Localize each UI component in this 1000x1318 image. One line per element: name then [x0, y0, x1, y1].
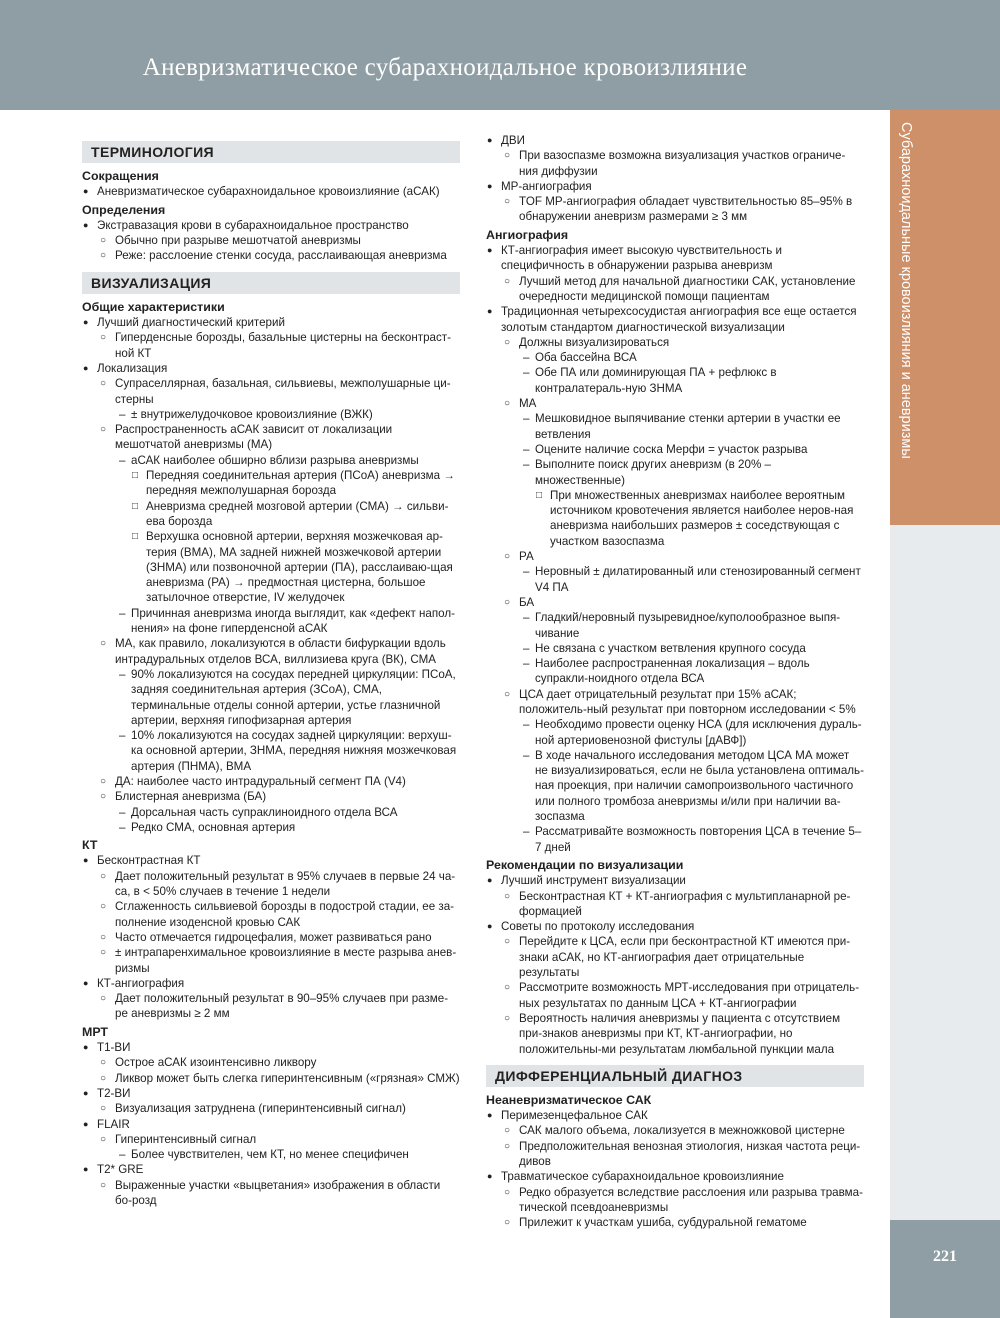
list-item: ● ДВИ [486, 133, 864, 148]
list-item: – Обе ПА или доминирующая ПА + рефлюкс в контралатераль-ную ЗНМА [486, 365, 864, 396]
list-item: ○ Рассмотрите возможность МРТ-исследования при отрицатель-ных результатах по данным ЦСА + КТ-ангиографии [486, 980, 864, 1011]
list-item: ● Лучший инструмент визуализации [486, 873, 864, 888]
list-item: – Выполните поиск других аневризм (в 20% – множественные) [486, 457, 864, 488]
list-item: ○ МА, как правило, локализуются в области бифуркации вдоль интрадуральных отделов ВСА, виллизиева круга (ВК), СМА [82, 636, 460, 667]
list-item: ○ Лучший метод для начальной диагностики САК, установление очередности медицинской помощи пациентам [486, 274, 864, 305]
list-item: ○ Часто отмечается гидроцефалия, может развиваться рано [82, 930, 460, 945]
list-item: – 90% локализуются на сосудах передней циркуляции: ПСоА, задняя соединительная артерия (ЗСоА), СМА, терминальные отделы сонной артерии, устье глазничной артерии, верхняя гипофизарная артерия [82, 667, 460, 728]
list-item: ○ БА [486, 595, 864, 610]
list-item: ○ Перейдите к ЦСА, если при бесконтрастной КТ имеются при-знаки аСАК, но КТ-ангиография дает отрицательные результаты [486, 934, 864, 980]
list-item: ○ TOF МР-ангиография обладает чувствительностью 85–95% в обнаружении аневризм размерами ≥ 3 мм [486, 194, 864, 225]
list-item: ○ САК малого объема, локализуется в межножковой цистерне [486, 1123, 864, 1138]
subsection-heading: Рекомендации по визуализации [486, 857, 684, 872]
list-item: – Причинная аневризма иногда выглядит, как «дефект напол-нения» на фоне гиперденсной аСАК [82, 606, 460, 637]
list-item: □ При множественных аневризмах наиболее вероятным источником кровотечения является наиболее неров-ная аневризма наибольших размеров ± соседствующая с участком вазоспазма [486, 488, 864, 549]
list-item: ● Аневризматическое субарахноидальное кровоизлияние (аСАК) [82, 184, 460, 199]
list-item: – Неровный ± дилатированный или стенозированный сегмент V4 ПА [486, 564, 864, 595]
list-item: ○ Сглаженность сильвиевой борозды в подострой стадии, ее за-полнение изоденсной кровью САК [82, 899, 460, 930]
list-item: ● КТ-ангиография [82, 976, 460, 991]
list-item: ○ Выраженные участки «выцветания» изображения в области бо-розд [82, 1178, 460, 1209]
list-item: – Рассматривайте возможность повторения ЦСА в течение 5–7 дней [486, 824, 864, 855]
list-item: ● Советы по протоколу исследования [486, 919, 864, 934]
list-item: ○ РА [486, 549, 864, 564]
subsection-heading: Сокращения [82, 169, 159, 183]
list-item: – В ходе начального исследования методом ЦСА МА может не визуализироваться, если не была установлена оптималь-ная проекция, при наличии самопроизвольного частичного или полного тромбоза аневризмы и/или при наличии ва-зоспазма [486, 748, 864, 824]
list-item: – Наиболее распространенная локализация – вдоль супракли-ноидного отдела ВСА [486, 656, 864, 687]
list-item: ● Перимезенцефальное САК [486, 1108, 864, 1123]
list-item: ○ Ликвор может быть слегка гиперинтенсивным («грязная» СМЖ) [82, 1071, 460, 1086]
list-item: ○ МА [486, 396, 864, 411]
list-item: ○ Редко образуется вследствие расслоения или разрыва травма-тической псевдоаневризмы [486, 1185, 864, 1216]
list-item: ○ ДА: наиболее часто интрадуральный сегмент ПА (V4) [82, 774, 460, 789]
page-number-box [890, 1220, 1000, 1318]
list-item: – Мешковидное выпячивание стенки артерии в участки ее ветвления [486, 411, 864, 442]
left-column [82, 133, 460, 1208]
subsection-heading: Определения [82, 202, 166, 217]
list-item: ● FLAIR [82, 1117, 460, 1132]
list-item: ○ ± интрапаренхимальное кровоизлияние в месте разрыва анев-ризмы [82, 945, 460, 976]
list-item: ○ Реже: расслоение стенки сосуда, расслаивающая аневризма [82, 248, 460, 263]
list-item: – Редко СМА, основная артерия [82, 820, 460, 835]
list-item: ● Экстравазация крови в субарахноидальное пространство [82, 218, 460, 233]
list-item: ● Локализация [82, 361, 460, 376]
side-strip-lower [890, 525, 1000, 1220]
list-item: – аСАК наиболее обширно вблизи разрыва аневризмы [82, 453, 460, 468]
list-item: – ± внутрижелудочковое кровоизлияние (ВЖК) [82, 407, 460, 422]
page-title: Аневризматическое субарахноидальное кровоизлияние [142, 54, 748, 81]
side-tab-label: Субарахноидальные кровоизлияния и аневризмы [898, 122, 914, 459]
list-item: – Дорсальная часть супраклиноидного отдела ВСА [82, 805, 460, 820]
section-heading: ТЕРМИНОЛОГИЯ [82, 141, 460, 163]
side-strip-top [890, 0, 1000, 110]
list-item: ○ Предположительная венозная этиология, низкая частота реци-дивов [486, 1139, 864, 1170]
header-band [0, 0, 890, 110]
list-item: ○ ЦСА дает отрицательный результат при 15% аСАК; положитель-ный результат при повторном исследовании < 5% [486, 687, 864, 718]
right-column [486, 133, 864, 1230]
list-item: ● Т1-ВИ [82, 1040, 460, 1055]
list-item: – Гладкий/неровный пузыревидное/куполообразное выпя-чивание [486, 610, 864, 641]
list-item: ● КТ-ангиография имеет высокую чувствительность и специфичность в обнаружении разрыва аневризм [486, 243, 864, 274]
section-heading: ВИЗУАЛИЗАЦИЯ [82, 272, 460, 294]
list-item: ○ Визуализация затруднена (гиперинтенсивный сигнал) [82, 1101, 460, 1116]
list-item: □ Аневризма средней мозговой артерии (СМА) → сильви-ева борозда [82, 499, 460, 530]
list-item: ○ Острое аСАК изоинтенсивно ликвору [82, 1055, 460, 1070]
list-item: ● Т2-ВИ [82, 1086, 460, 1101]
list-item: ○ Супраселлярная, базальная, сильвиевы, межполушарные ци-стерны [82, 376, 460, 407]
section-heading: ДИФФЕРЕНЦИАЛЬНЫЙ ДИАГНОЗ [486, 1065, 864, 1087]
list-item: ○ Блистерная аневризма (БА) [82, 789, 460, 804]
list-item: ○ Прилежит к участкам ушиба, субдуральной гематоме [486, 1215, 864, 1230]
list-item: – Необходимо провести оценку НСА (для исключения дураль-ной артериовенозной фистулы [дАВФ]) [486, 717, 864, 748]
list-item: □ Верхушка основной артерии, верхняя мозжечковая ар-терия (ВМА), МА задней нижней мозжечковой артерии (ЗНМА) или позвоночной артерии (ПА), расслаиваю-щая аневризма (РА) → предмостная цистерна, большое затылочное отверстие, IV желудочек [82, 529, 460, 605]
side-tab [890, 110, 1000, 525]
subsection-heading: МРТ [82, 1024, 108, 1039]
list-item: – Оба бассейна ВСА [486, 350, 864, 365]
list-item: ○ При вазоспазме возможна визуализация участков ограниче-ния диффузии [486, 148, 864, 179]
list-item: □ Передняя соединительная артерия (ПСоА) аневризма → передняя межполушарная борозда [82, 468, 460, 499]
list-item: ● Т2* GRE [82, 1162, 460, 1177]
list-item: ○ Вероятность наличия аневризмы у пациента с отсутствием при-знаков аневризмы при КТ, КТ-ангиографии, но положительны-ми результатам люмбальной пункции мала [486, 1011, 864, 1057]
subsection-heading: Неаневризматическое САК [486, 1092, 652, 1107]
list-item: ○ Бесконтрастная КТ + КТ-ангиография с мультипланарной ре-формацией [486, 889, 864, 920]
list-item: – Оцените наличие соска Мерфи = участок разрыва [486, 442, 864, 457]
subsection-heading: Общие характеристики [82, 299, 225, 314]
list-item: ● Травматическое субарахноидальное кровоизлияние [486, 1169, 864, 1184]
subsection-heading: Ангиография [486, 227, 569, 242]
list-item: ○ Обычно при разрыве мешотчатой аневризмы [82, 233, 460, 248]
list-item: – 10% локализуются на сосудах задней циркуляции: верхуш-ка основной артерии, ЗНМА, передняя нижняя мозжечковая артерия (ПНМА), ВМА [82, 728, 460, 774]
list-item: – Не связана с участком ветвления крупного сосуда [486, 641, 864, 656]
subsection-heading: КТ [82, 838, 98, 853]
list-item: ○ Дает положительный результат в 90–95% случаев при разме-ре аневризмы ≥ 2 мм [82, 991, 460, 1022]
list-item: ○ Распространенность аСАК зависит от локализации мешотчатой аневризмы (МА) [82, 422, 460, 453]
list-item: ○ Дает положительный результат в 95% случаев в первые 24 ча-са, в < 50% случаев в течение 1 недели [82, 869, 460, 900]
list-item: ○ Гиперинтенсивный сигнал [82, 1132, 460, 1147]
page-number: 221 [933, 1248, 957, 1265]
list-item: ○ Должны визуализироваться [486, 335, 864, 350]
list-item: ● Бесконтрастная КТ [82, 853, 460, 868]
list-item: ○ Гиперденсные борозды, базальные цистерны на бесконтраст-ной КТ [82, 330, 460, 361]
list-item: – Более чувствителен, чем КТ, но менее специфичен [82, 1147, 460, 1162]
list-item: ● МР-ангиография [486, 179, 864, 194]
list-item: ● Традиционная четырехсосудистая ангиография все еще остается золотым стандартом диагностической визуализации [486, 304, 864, 335]
list-item: ● Лучший диагностический критерий [82, 315, 460, 330]
